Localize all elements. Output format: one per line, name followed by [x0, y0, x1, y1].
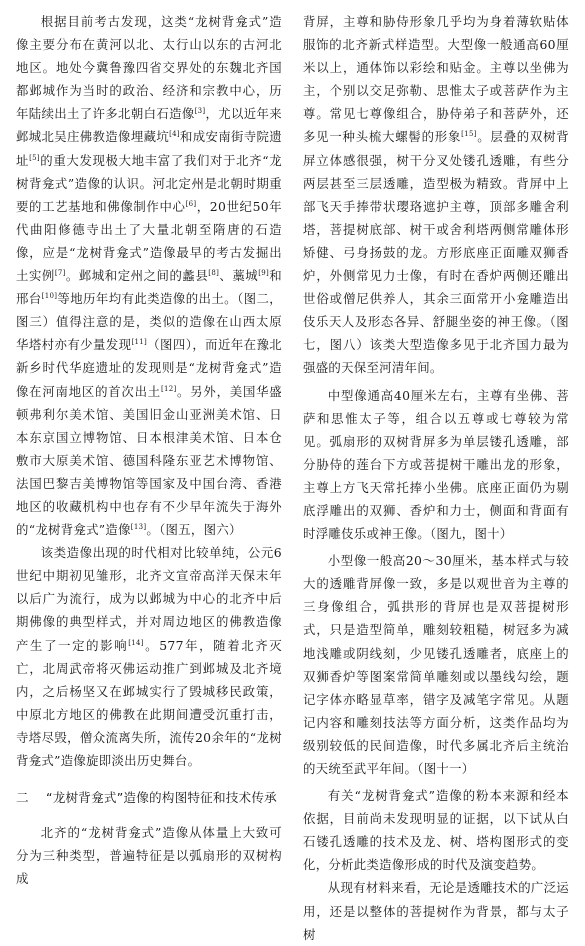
paragraph: 从现有材料来看，无论是透雕技术的广泛运用，还是以整体的菩提树作为背景，都与太子树	[303, 880, 569, 942]
citation-marker: [13]	[130, 522, 147, 531]
paragraph: 该类造像出现的时代相对比较单纯，公元6世纪中期初见雏形，北齐文宣帝高洋天保末年以后广为流行，成为以邺城为中心的北齐中后期佛像的典型样式，并对周边地区的佛教造像产生了一定的影响[14]。577年，随着北齐灭亡，北周武帝将灭佛运动推广到邺城及北齐境内，之后杨坚又在邺城实行了毁城移民政策，中原北方地区的佛教在此期间遭受沉重打击，寺塔尽毁，僧众流离失所，流传20余年的“龙树背龛式”造像旋即淡出历史舞台。	[16, 545, 282, 768]
left-column	[16, 10, 282, 887]
citation-marker: [12]	[160, 384, 177, 393]
section-title: “龙树背龛式”造像的构图特征和技术传承	[46, 790, 277, 806]
citation-marker: [10]	[41, 292, 58, 300]
citation-marker: [5]	[29, 153, 40, 162]
paragraph: 有关“龙树背龛式”造像的粉本来源和经本依据，目前尚未发现明显的证据，以下试从白石镂孔透雕的技术及龙、树、塔构图形式的变化，分析此类造像形成的时代及演变趋势。	[303, 788, 569, 873]
paragraph: 根据目前考古发现，这类“龙树背龛式”造像主要分布在黄河以北、太行山以东的古河北地区。地处今冀鲁豫四省交界处的东魏北齐国都邺城作为当时的政治、经济和宗教中心，历年陆续出土了许多北朝白石造像[3]，尤以近年来邺城北吴庄佛教造像埋藏坑[4]和成安南街寺院遗址[5]的重大发现极大地丰富了我们对于北齐“龙树背龛式”造像的认识。河北定州是北朝时期重要的工艺基地和佛像制作中心[6]，20世纪50年代曲阳修德寺出土了大量北朝至隋唐的石造像，应是“龙树背龛式”造像最早的考古发掘出土实例[7]。邺城和定州之间的蠡县[8]、藁城[9]和邢台[10]等地历年均有此类造像的出土。（图二，图三）值得注意的是，类似的造像在山西太原华塔村亦有少量发现[11]（图四），而近年在豫北新乡时代华庭遗址的发现则是“龙树背龛式”造像在河南地区的首次出土[12]。另外，美国华盛顿弗利尔美术馆、美国旧金山亚洲美术馆、日本东京国立博物馆、日本根津美术馆、日本仓敷市大原美术馆、德国科隆东亚艺术博物馆、法国巴黎吉美博物馆等国家及中国台湾、香港地区的收藏机构中也存有不少早年流失于海外的“龙树背龛式”造像[13]。（图五，图六）	[16, 14, 282, 538]
paragraph: 北齐的“龙树背龛式”造像从体量上大致可分为三种类型，普遍特征是以弧扇形的双树构成	[16, 825, 282, 887]
section-heading	[16, 786, 282, 809]
citation-marker: [8]	[208, 268, 220, 277]
citation-marker: [6]	[185, 199, 197, 208]
paragraph: 背屏，主尊和胁侍形象几乎均为身着薄软贴体服饰的北齐新式样造型。大型像一般通高60厘米以上，通体饰以彩绘和贴金。主尊以坐佛为主，个别以交足弥勒、思惟太子或菩萨作为主尊。常见七尊像组合，胁侍弟子和菩萨外，还多见一种头梳大螺髻的形象[15]。层叠的双树背屏立体感很强，树干分叉处镂孔透雕，有些分两层甚至三层透雕，造型极为精致。背屏中上部飞天手捧带状璎珞遮护主尊，顶部多雕舍利塔，菩提树底部、树干或舍利塔两侧常雕体形矫健、弓身扬鼓的龙。方形底座正面雕双狮香炉，外侧常见力士像，有时在香炉两侧还雕出世俗或僧尼供养人，其余三面常开小龛雕造出伎乐天人及形态各异、舒腿坐姿的神王像。（图七，图八）该类大型造像多见于北齐国力最为强盛的天保至河清年间。	[303, 14, 569, 376]
citation-marker: [3]	[194, 107, 206, 116]
paragraph: 小型像一般高20～30厘米，基本样式与较大的透雕背屏像一致，多是以观世音为主尊的三身像组合，弧拱形的背屏也是双菩提树形式，只是造型简单，雕刻较粗糙，树冠多为减地浅雕或阴线刻，少见镂孔透雕者，底座上的双狮香炉等图案常简单雕刻或以墨线勾绘，题记字体亦略显草率，错字及减笔字常见。从题记内容和雕刻技法等方面分析，这类作品均为级别较低的民间造像，时代多属北齐后主统治的天统至武平年间。（图十一）	[303, 553, 569, 776]
citation-marker: [4]	[169, 130, 180, 139]
citation-marker: [9]	[258, 268, 270, 277]
section-number: 二	[16, 790, 29, 806]
paragraph: 中型像通高40厘米左右，主尊有坐佛、菩萨和思惟太子等，组合以五尊或七尊较为常见。弧扇形的双树背屏多为单层镂孔透雕，部分胁侍的莲台下方或菩提树干雕出龙的形象，主尊上方飞天常托捧小坐佛。底座正面仍为剔底浮雕出的双狮、香炉和力士，侧面和背面有时浮雕伎乐或神王像。（图九，图十）	[303, 387, 569, 542]
citation-marker: [15]	[461, 130, 477, 139]
citation-marker: [7]	[54, 268, 66, 277]
right-column	[303, 10, 569, 942]
citation-marker: [11]	[131, 338, 148, 347]
citation-marker: [14]	[128, 638, 144, 647]
